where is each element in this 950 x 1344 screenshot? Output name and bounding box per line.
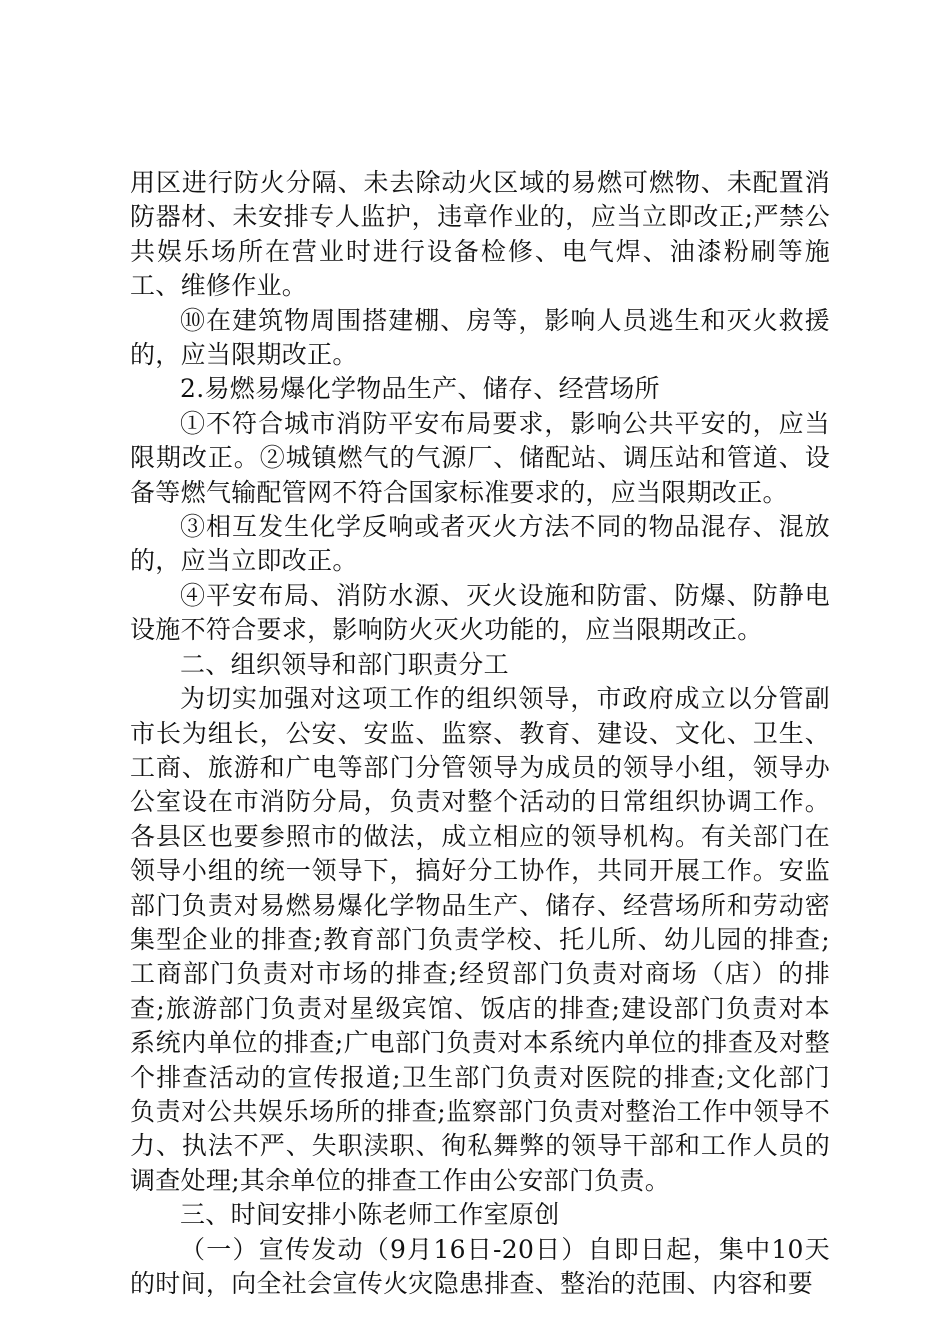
paragraph-item-10: ⑩在建筑物周围搭建棚、房等，影响人员逃生和灭火救援的，应当限期改正。 (130, 305, 830, 370)
paragraph-continuation: 用区进行防火分隔、未去除动火区域的易燃可燃物、未配置消防器材、未安排专人监护，违章作业的，应当立即改正;严禁公共娱乐场所在营业时进行设备检修、电气焊、油漆粉刷等施工、维修作业。 (130, 168, 830, 301)
section-heading-schedule: 三、时间安排小陈老师工作室原创 (180, 1200, 560, 1230)
paragraph-organization: 为切实加强对这项工作的组织领导，市政府成立以分管副市长为组长，公安、安监、监察、教育、建设、文化、卫生、工商、旅游和广电等部门分管领导为成员的领导小组，领导办公室设在市消防分局，负责对整个活动的日常组织协调工作。各县区也要参照市的做法，成立相应的领导机构。有关部门在领导小组的统一领导下，搞好分工协作，共同开展工作。安监部门负责对易燃易爆化学物品生产、储存、经营场所和劳动密集型企业的排查;教育部门负责学校、托儿所、幼儿园的排查;工商部门负责对市场的排查;经贸部门负责对商场（店）的排查;旅游部门负责对星级宾馆、饭店的排查;建设部门负责对本系统内单位的排查;广电部门负责对本系统内单位的排查及对整个排查活动的宣传报道;卫生部门负责对医院的排查;文化部门负责对公共娱乐场所的排查;监察部门负责对整治工作中领导不力、执法不严、失职渎职、徇私舞弊的领导干部和工作人员的调查处理;其余单位的排查工作由公安部门负责。 (130, 684, 830, 1195)
section-heading-organization: 二、组织领导和部门职责分工 (180, 649, 509, 679)
paragraph-publicity: （一）宣传发动（9月16日-20日）自即日起，集中10天的时间，向全社会宣传火灾隐患排查、整治的范围、内容和要 (130, 1234, 830, 1298)
document-body (130, 166, 830, 1301)
paragraph-item-4: ④平安布局、消防水源、灭火设施和防雷、防爆、防静电设施不符合要求，影响防火灭火功能的，应当限期改正。 (130, 580, 830, 645)
paragraph-item-3: ③相互发生化学反响或者灭火方法不同的物品混存、混放的，应当立即改正。 (130, 512, 830, 576)
paragraph-item-1-2: ①不符合城市消防平安布局要求，影响公共平安的，应当限期改正。②城镇燃气的气源厂、储配站、调压站和管道、设备等燃气输配管网不符合国家标准要求的，应当限期改正。 (130, 408, 830, 507)
section-heading-hazardous-sites: 2.易燃易爆化学物品生产、储存、经营场所 (180, 374, 660, 404)
